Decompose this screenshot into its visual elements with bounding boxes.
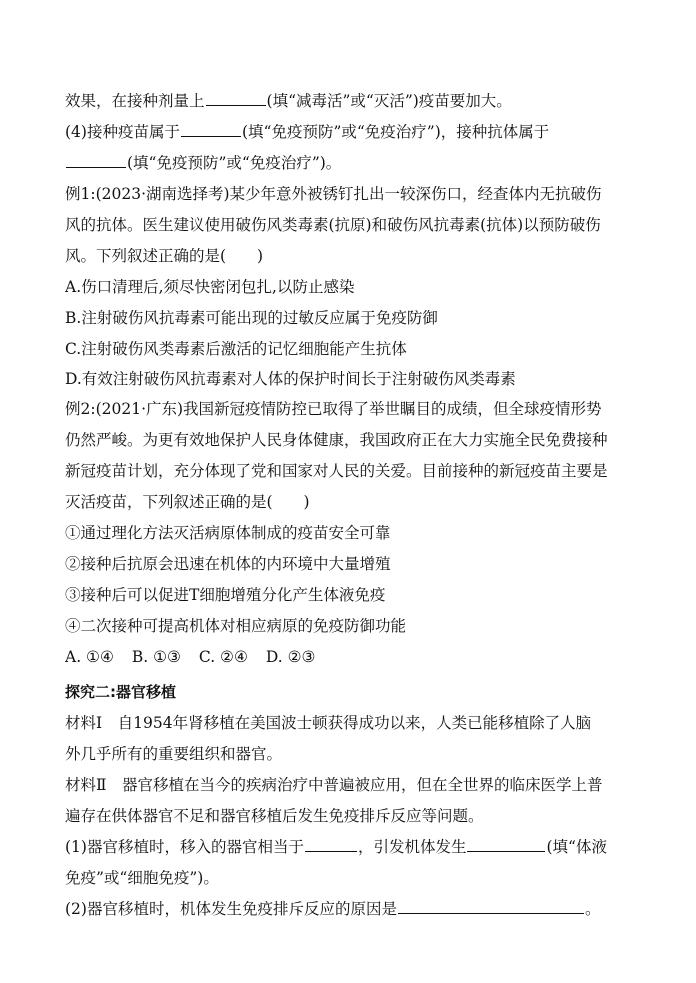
question-text: (2)器官移植时，机体发生免疫排斥反应的原因是 — [65, 900, 397, 918]
choice-b[interactable]: B. ①③ — [131, 648, 181, 666]
example-stem-line: 风的抗体。医生建议使用破伤风类毒素(抗原)和破伤风抗毒素(抗体)以预防破伤 — [65, 216, 601, 234]
material-1 — [65, 708, 645, 770]
document-page — [65, 86, 645, 925]
answer-blank[interactable] — [181, 117, 241, 137]
example-stem-line: 例1:(2023·湖南选择考)某少年意外被锈钉扎出一较深伤口，经查体内无抗破伤 — [65, 185, 602, 203]
option-d[interactable]: D.有效注射破伤风抗毒素对人体的保护时间长于注射破伤风类毒素 — [65, 370, 516, 388]
choice-d[interactable]: D. ②③ — [265, 648, 316, 666]
question-4-line-2 — [65, 148, 645, 179]
option-c[interactable]: C.注射破伤风类毒素后激活的记忆细胞能产生抗体 — [65, 340, 407, 358]
intro-text: (填“减毒活”或“灭活”)疫苗要加大。 — [266, 92, 512, 110]
question-text: (填“免疫预防”或“免疫治疗”)。 — [127, 154, 342, 172]
example-stem-line: 新冠疫苗计划，充分体现了党和国家对人民的关爱。目前接种的新冠疫苗主要是 — [65, 462, 608, 480]
example-2 — [65, 394, 645, 673]
option-b[interactable]: B.注射破伤风抗毒素可能出现的过敏反应属于免疫防御 — [65, 309, 438, 327]
material-2 — [65, 770, 645, 832]
question-text: 。 — [584, 900, 601, 918]
option-a[interactable]: A.伤口清理后,须尽快密闭包扎,以防止感染 — [65, 278, 355, 296]
material-line: 遍存在供体器官不足和器官移植后发生免疫排斥反应等问题。 — [65, 807, 484, 825]
section-heading: 探究二:器官移植 — [65, 683, 176, 701]
question-text: (4)接种疫苗属于 — [65, 123, 180, 141]
statement-3: ③接种后可以促进T细胞增殖分化产生体液免疫 — [65, 586, 386, 604]
example-stem-line: 例2:(2021·广东)我国新冠疫情防控已取得了举世瞩目的成绩，但全球疫情形势 — [65, 400, 602, 418]
answer-blank[interactable] — [206, 86, 266, 106]
example-stem-line: 风。下列叙述正确的是( ) — [65, 247, 264, 265]
choice-a[interactable]: A. ①④ — [65, 648, 114, 666]
statement-1: ①通过理化方法灭活病原体制成的疫苗安全可靠 — [65, 524, 391, 542]
question-1-line-1 — [65, 832, 645, 863]
intro-text: 效果，在接种剂量上 — [65, 92, 205, 110]
question-4-line-1 — [65, 117, 645, 148]
question-1-line-2: 免疫”或“细胞免疫”)。 — [65, 869, 219, 887]
example-stem-line: 灭活疫苗，下列叙述正确的是( ) — [65, 493, 310, 511]
material-line: 材料Ⅰ 自1954年肾移植在美国波士顿获得成功以来，人类已能移植除了人脑 — [65, 714, 592, 732]
answer-blank[interactable] — [467, 832, 545, 852]
question-2-line — [65, 894, 645, 925]
statement-2: ②接种后抗原会迅速在机体的内环境中大量增殖 — [65, 555, 391, 573]
question-text: (1)器官移植时，移入的器官相当于 — [65, 838, 304, 856]
answer-blank[interactable] — [66, 148, 126, 168]
question-text: (填“体液 — [546, 838, 607, 856]
example-stem-line: 仍然严峻。为更有效地保护人民身体健康，我国政府正在大力实施全民免费接种 — [65, 431, 608, 449]
choice-row — [65, 642, 645, 673]
material-line: 外几乎所有的重要组织和器官。 — [65, 745, 283, 763]
intro-line-1 — [65, 86, 645, 117]
choice-c[interactable]: C. ②④ — [198, 648, 248, 666]
question-text: ，引发机体发生 — [357, 838, 467, 856]
example-1 — [65, 179, 645, 394]
statement-4: ④二次接种可提高机体对相应病原的免疫防御功能 — [65, 617, 407, 635]
question-text: (填“免疫预防”或“免疫治疗”)，接种抗体属于 — [241, 123, 550, 141]
answer-blank[interactable] — [398, 894, 584, 914]
material-line: 材料Ⅱ 器官移植在当今的疾病治疗中普遍被应用，但在全世界的临床医学上普 — [65, 776, 603, 794]
answer-blank[interactable] — [305, 832, 357, 852]
